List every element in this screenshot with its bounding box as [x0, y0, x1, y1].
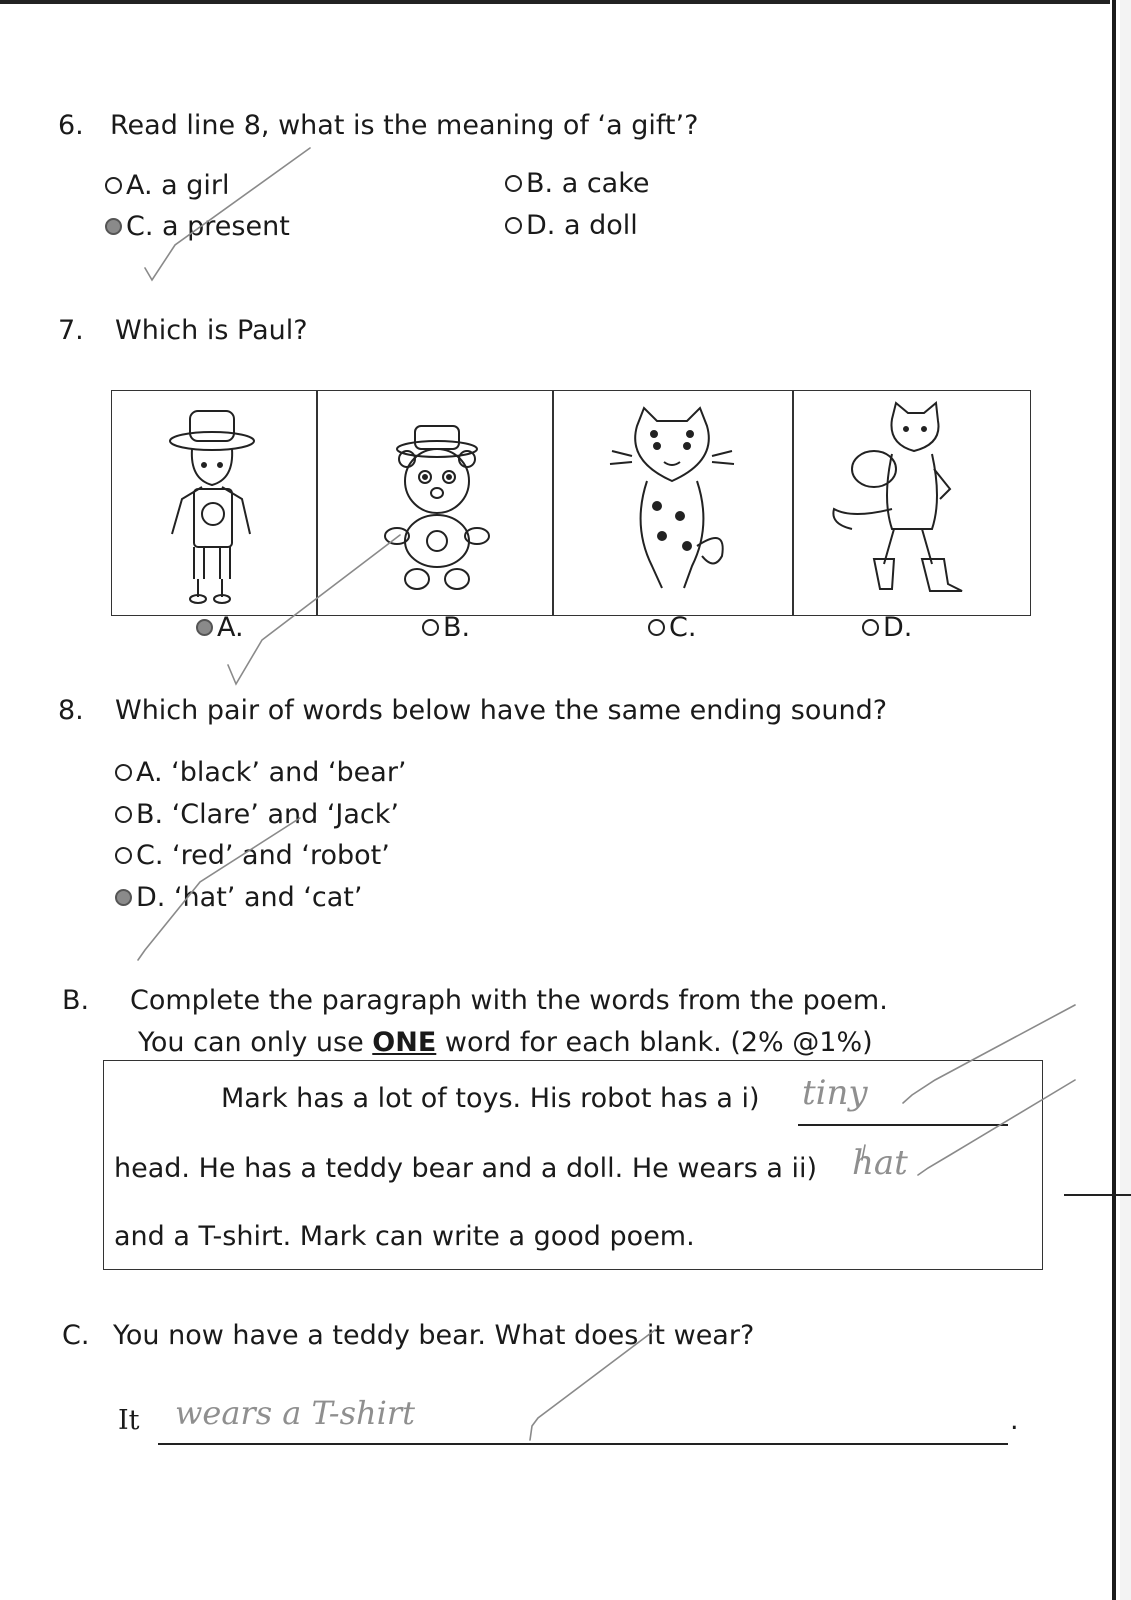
q7-question: Which is Paul?	[115, 315, 308, 346]
tick-q8-icon	[138, 818, 300, 960]
section-c-question: You now have a teddy bear. What does it wear?	[113, 1320, 755, 1351]
section-b-label: B.	[62, 985, 90, 1016]
tick-b2-icon	[918, 1080, 1075, 1175]
q7-option-d-label: D.	[883, 612, 913, 643]
q7-option-b-label: B.	[443, 612, 471, 643]
q8-option-c-label: C. ‘red’ and ‘robot’	[136, 840, 390, 871]
q8-number: 8.	[58, 695, 84, 726]
tick-stroke-icon	[862, 1145, 865, 1160]
paragraph-line-2: head. He has a teddy bear and a doll. He wears a ii)	[114, 1153, 818, 1184]
q6-number: 6.	[58, 110, 84, 141]
instruction-2-post: word for each blank. (2% @1%)	[436, 1027, 873, 1058]
q8-option-a-label: A. ‘black’ and ‘bear’	[136, 757, 407, 788]
q7-option-c-label: C.	[669, 612, 697, 643]
paragraph-line-1: Mark has a lot of toys. His robot has a i)	[221, 1083, 760, 1114]
q6-option-b-label: B. a cake	[526, 168, 650, 199]
answer-c-handwritten: wears a T-shirt	[175, 1394, 415, 1432]
section-c-label: C.	[62, 1320, 90, 1351]
instruction-2-pre: You can only use	[138, 1027, 373, 1058]
tick-c-icon	[530, 1330, 655, 1440]
paragraph-line-3: and a T-shirt. Mark can write a good poem.	[114, 1221, 695, 1252]
answer-prefix: It	[118, 1405, 140, 1436]
q7-number: 7.	[58, 315, 84, 346]
q8-question: Which pair of words below have the same ending sound?	[115, 695, 888, 726]
answer-end-period: .	[1010, 1405, 1019, 1436]
answer-i-handwritten: tiny	[802, 1073, 868, 1113]
q6-option-a-label: A. a girl	[126, 170, 230, 201]
q6-option-d-label: D. a doll	[526, 210, 638, 241]
tick-q6-icon	[145, 148, 310, 280]
section-b-instruction: Complete the paragraph with the words from the poem.	[130, 985, 888, 1016]
q8-option-d-label: D. ‘hat’ and ‘cat’	[136, 882, 363, 913]
answer-ii-handwritten: hat	[852, 1143, 908, 1183]
tick-b1-icon	[903, 1005, 1075, 1103]
tick-q7-icon	[228, 535, 400, 684]
instruction-2-bold: ONE	[372, 1027, 437, 1058]
q7-option-a-label: A.	[217, 612, 244, 643]
q6-question: Read line 8, what is the meaning of ‘a gift’?	[110, 110, 699, 141]
q8-option-b-label: B. ‘Clare’ and ‘Jack’	[136, 799, 399, 830]
q6-option-c-label: C. a present	[126, 211, 290, 242]
